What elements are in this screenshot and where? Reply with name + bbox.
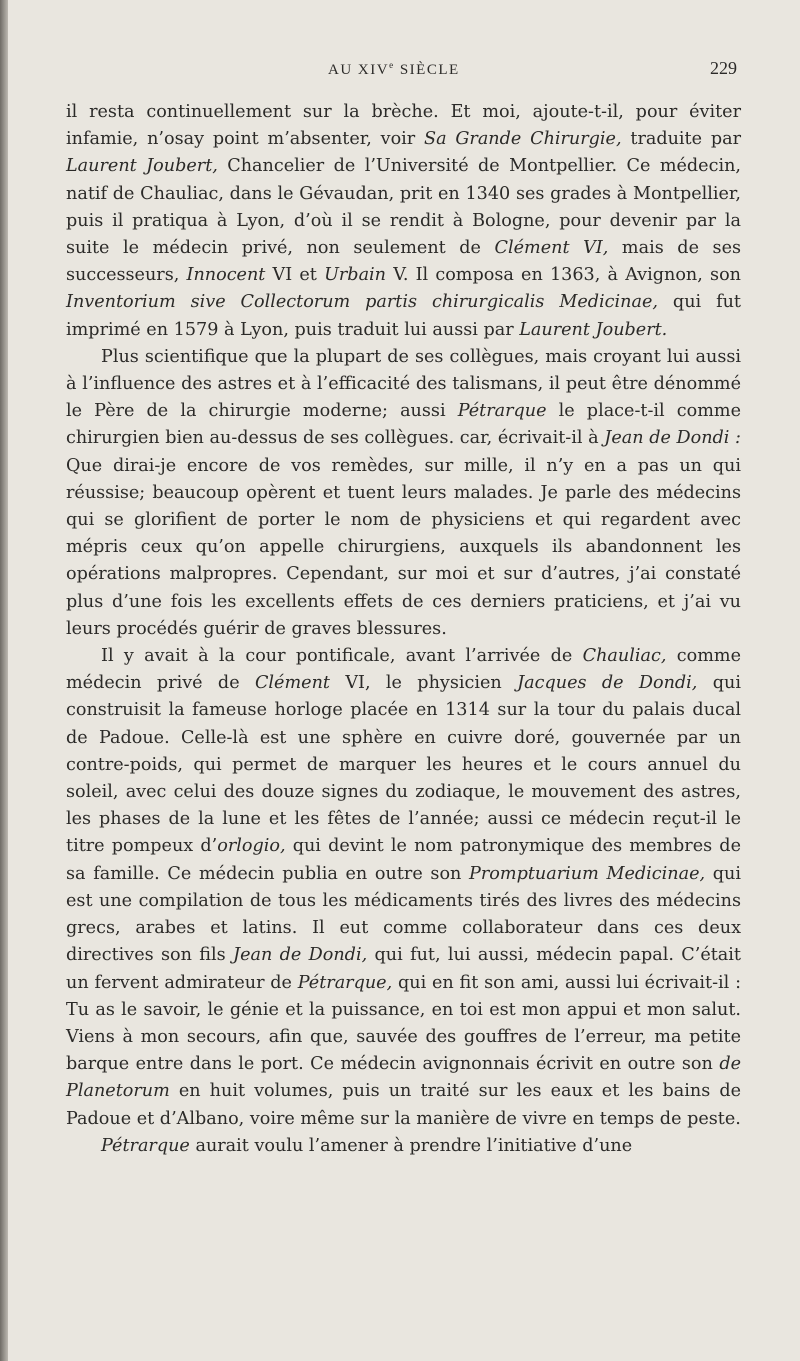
italic-text-run: Pétrarque, (297, 972, 393, 993)
italic-text-run: Pétrarque (101, 1135, 190, 1156)
italic-text-run: Inventorium sive Collectorum partis chirurgicalis Medicinae, (66, 292, 658, 313)
text-run: qui fut, lui aussi, médecin papal. C’était un fervent admirateur de (66, 945, 741, 993)
text-run: V. Il composa en 1363, à Avignon, son (386, 265, 741, 286)
text-run: mais de ses successeurs, (66, 238, 742, 286)
italic-text-run: Jacques de Dondi, (517, 673, 698, 694)
italic-text-run: Urbain (324, 265, 387, 286)
text-run: qui est une compilation de tous les médicaments tirés des livres des médecins grecs, arabes et latins. Il eut comme collaborateur dans ces deux directives son fils (66, 863, 741, 966)
text-run: Que dirai-je encore de vos remèdes, sur mille, il n’y en a pas un qui réussise; beaucoup opèrent et tuent leurs malades. Je parle des médecins qui se glorifient de porter le nom de physiciens et qui regardent avec mépris ceux qu’on appelle chirurgiens, auxquels ils abandonnent les opérations malpropres. Cependant, sur moi et sur d’autres, j’ai constaté plus d’une fois les excellents effets de ces derniers praticiens, et j’ai vu leurs procédés guérir de graves blessures. (66, 455, 741, 639)
text-run: qui fut imprimé en 1579 à Lyon, puis traduit lui aussi par (66, 292, 741, 340)
book-binding-edge (0, 0, 8, 1361)
running-title-superscript: e (389, 60, 395, 70)
paragraph-2 (66, 344, 741, 643)
text-run: aurait voulu l’amener à prendre l’initiative d’une (189, 1135, 633, 1156)
italic-text-run: orlogio, (217, 836, 286, 857)
italic-text-run: Pétrarque (457, 401, 547, 422)
text-run: il resta continuellement sur la brèche. Et moi, ajoute-t-il, pour éviter infamie, n’osay point m’absenter, voir (66, 102, 741, 150)
italic-text-run: Clément VI, (494, 238, 609, 259)
italic-text-run: Jean de Dondi : (604, 428, 741, 449)
italic-text-run: Laurent Joubert. (519, 319, 668, 340)
book-page (66, 56, 741, 1160)
paragraph-1 (66, 99, 741, 344)
text-run: le place-t-il comme chirurgien bien au-dessus de ses collègues. car, écrivait-il à (66, 401, 741, 449)
italic-text-run: de Planetorum (66, 1054, 741, 1102)
text-run: qui devint le nom patronymique des membres de sa famille. Ce médecin publia en outre son (66, 836, 741, 884)
text-run: qui en fit son ami, aussi lui écrivait-il : Tu as le savoir, le génie et la puissance, en toi est mon appui et mon salut. Viens à mon secours, afin que, sauvée des gouffres de l’erreur, ma petite barque entre dans le port. Ce médecin avignonnais écrivit en outre son (66, 972, 741, 1075)
text-run: VI, le physicien (329, 673, 518, 694)
italic-text-run: Promptuarium Medicinae, (469, 863, 706, 884)
text-run: traduite par (621, 129, 741, 150)
running-head (66, 56, 741, 90)
running-title-text: AU XIV (328, 62, 390, 78)
paragraph-4 (66, 1133, 741, 1160)
paragraph-3 (66, 643, 741, 1133)
text-run: en huit volumes, puis un traité sur les eaux et les bains de Padoue et d’Albano, voire même sur la manière de vivre en temps de peste. (66, 1081, 741, 1129)
text-run: Chancelier de l’Université de Montpellier. Ce médecin, natif de Chauliac, dans le Gévaudan, prit en 1340 ses grades à Montpellier, puis il pratiqua à Lyon, d’où il se rendit à Bologne, pour devenir par la suite le médecin privé, non seulement de (66, 156, 741, 259)
text-run: Plus scientifique que la plupart de ses collègues, mais croyant lui aussi à l’influence des astres et à l’efficacité des talismans, il peut être dénommé le Père de la chirurgie moderne; aussi (66, 346, 741, 422)
text-run: comme médecin privé de (66, 646, 741, 694)
running-title-suffix: SIÈCLE (394, 62, 460, 78)
page-number: 229 (710, 58, 737, 78)
italic-text-run: Chauliac, (582, 646, 667, 667)
running-title (328, 60, 460, 79)
italic-text-run: Jean de Dondi, (233, 945, 368, 966)
text-run: qui construisit la fameuse horloge placée en 1314 sur la tour du palais ducal de Padoue. Celle-là est une sphère en cuivre doré, gouvernée par un contre-poids, qui permet de marquer les heures et le cours annuel du soleil, avec celui des douze signes du zodiaque, le mouvement des astres, les phases de la lune et les fêtes de l’année; aussi ce médecin reçut-il le titre pompeux d’ (66, 673, 741, 857)
body-text (66, 99, 741, 1160)
italic-text-run: Laurent Joubert, (66, 156, 218, 177)
italic-text-run: Clément (254, 673, 330, 694)
text-run: VI et (265, 265, 325, 286)
italic-text-run: Sa Grande Chirurgie, (424, 129, 622, 150)
italic-text-run: Innocent (186, 265, 266, 286)
text-run: Il y avait à la cour pontificale, avant l’arrivée de (101, 646, 583, 667)
